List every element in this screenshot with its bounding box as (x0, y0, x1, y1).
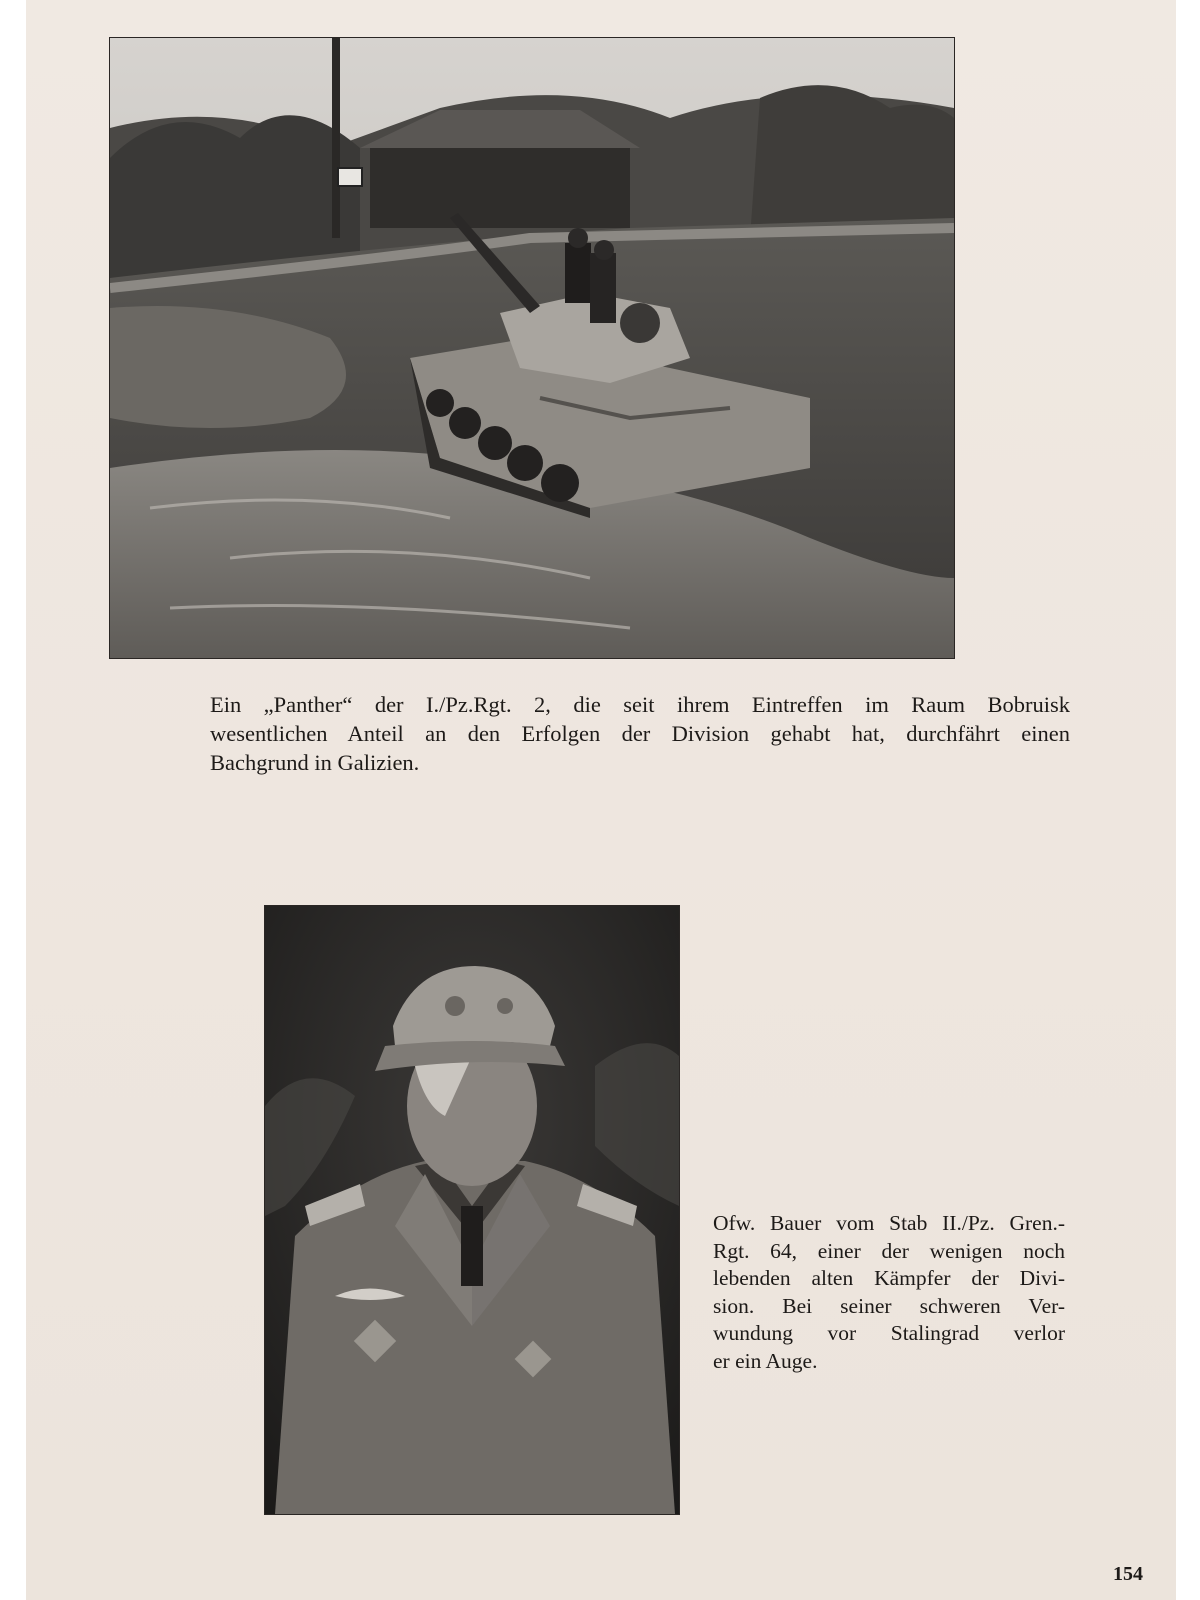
portrait-photo-caption (713, 1210, 1065, 1375)
caption-line: lebenden alten Kämpfer der Divi- (713, 1266, 1065, 1290)
soldier-portrait-photo (265, 906, 679, 1514)
tank-photo (110, 38, 954, 658)
caption-line: sion. Bei seiner schweren Ver- (713, 1293, 1065, 1318)
caption-line: wesentlichen Anteil an den Erfolgen der Division gehabt hat, durchfährt einen (210, 721, 1070, 746)
caption-line: Bachgrund in Galizien. (210, 750, 420, 775)
book-page (26, 0, 1176, 1600)
caption-line: Ein „P​anther“ der I./Pz.Rgt. 2, die seit ihrem Eintreffen im Raum Bobruisk (210, 692, 1070, 717)
caption-line: er ein Auge. (713, 1348, 818, 1373)
caption-line: Ofw. Bauer vom Stab II./Pz. Gren.- (713, 1211, 1065, 1235)
caption-line: wundung vor Stalingrad verlor (713, 1321, 1065, 1345)
caption-line: Rgt. 64, einer der wenigen noch (713, 1238, 1065, 1263)
page-number: 154 (1113, 1563, 1143, 1585)
tank-photo-caption (210, 690, 1070, 777)
